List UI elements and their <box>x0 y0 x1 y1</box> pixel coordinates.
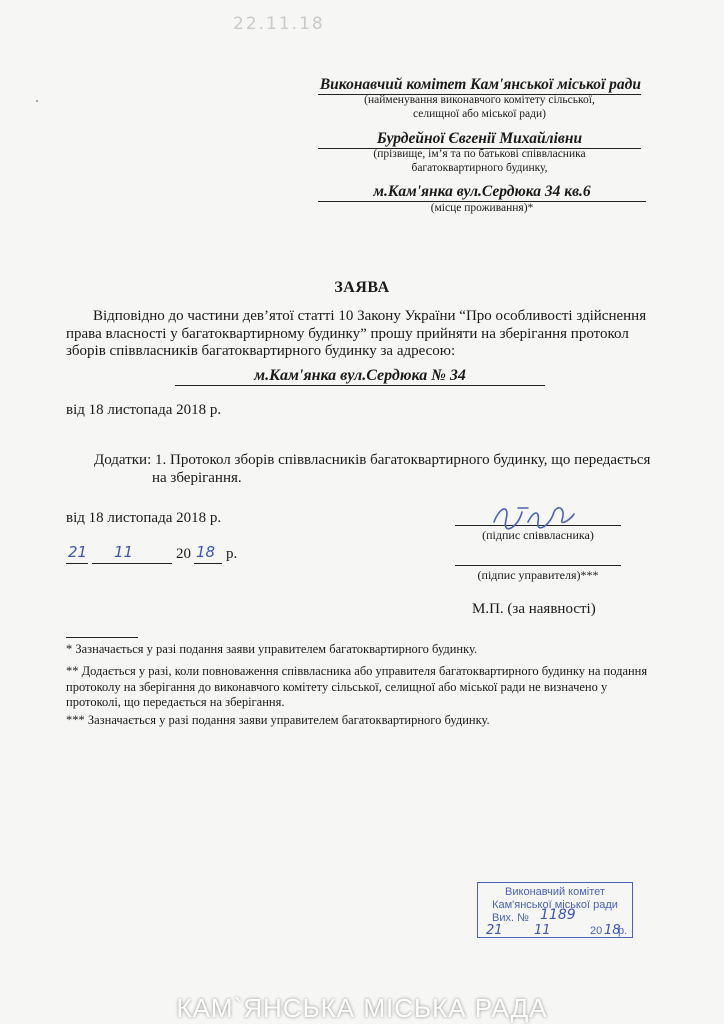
hand-date-year: 18 <box>196 543 216 561</box>
page-title: ЗАЯВА <box>334 279 390 296</box>
stamp-vkh-label: Вих. № <box>492 912 529 924</box>
registration-stamp <box>477 882 633 938</box>
stamp-date-year: 18 <box>604 923 621 938</box>
stamp-date-month: 11 <box>534 923 551 938</box>
residence: м.Кам'янка вул.Сердюка 34 кв.6 <box>318 183 646 202</box>
footnote-divider <box>66 637 138 638</box>
committee-caption: (найменування виконавчого комітету сільської, селищної або міської ради) <box>364 94 595 120</box>
stamp-vkh-number: 1189 <box>540 907 576 923</box>
seal-label: М.П. (за наявності) <box>472 601 596 617</box>
residence-caption: (місце проживання)* <box>430 202 534 214</box>
building-address: м.Кам'янка вул.Сердюка № 34 <box>175 367 545 386</box>
statement-date: від 18 листопада 2018 р. <box>66 402 222 418</box>
hand-date-suffix: р. <box>226 546 238 562</box>
hand-date-prefix: 20 <box>176 546 191 562</box>
footnote-3: *** Зазначається у разі подання заяви управителем багатоквартирного будинку. <box>66 713 490 727</box>
owner-name: Бурдейної Євгенії Михайлівни <box>318 130 641 149</box>
speck <box>36 100 38 102</box>
manager-signature-line <box>455 565 621 566</box>
attachments: Додатки: 1. Протокол зборів співвласників багатоквартирного будинку, що передається на зберігання. <box>94 452 651 486</box>
pencil-date: 22.11.18 <box>233 14 325 34</box>
watermark: КАМ`ЯНСЬКА МІСЬКА РАДА <box>176 993 548 1023</box>
hand-date-month: 11 <box>114 543 134 561</box>
signature-date: від 18 листопада 2018 р. <box>66 510 222 526</box>
owner-signature-caption: (підпис співвласника) <box>482 528 594 542</box>
hand-date-day: 21 <box>68 543 88 561</box>
stamp-line-1: Виконавчий комітет <box>505 886 605 898</box>
stamp-date-prefix: 20 <box>590 925 603 937</box>
stamp-date-suffix: р. <box>618 925 628 937</box>
handwritten-date <box>66 543 266 566</box>
stamp-line-2: Кам'янської міської ради <box>492 899 618 911</box>
stamp-date-day: 21 <box>486 923 503 938</box>
committee-name: Виконавчий комітет Кам'янської міської ради <box>319 76 641 93</box>
footnote-1: * Зазначається у разі подання заяви управителем багатоквартирного будинку. <box>66 642 478 656</box>
statement-paragraph: Відповідно до частини дев’ятої статті 10 Закону України “Про особливості здійснення права власності у багатоквартирному будинку” прошу прийняти на зберігання протокол зборів співвласників багатоквартирного будинку за адресою: <box>66 308 647 359</box>
owner-caption: (прізвище, ім’я та по батькові співвласника багатоквартирного будинку, <box>373 148 586 174</box>
footnote-2: ** Додається у разі, коли повноваження співвласника або управителя багатоквартирного будинку на подання протоколу на зберігання до виконавчого комітету сільської, селищної або міської ради не визначено у протоколі, що передається на зберігання. <box>66 664 648 709</box>
manager-signature-caption: (підпис управителя)*** <box>477 568 599 582</box>
